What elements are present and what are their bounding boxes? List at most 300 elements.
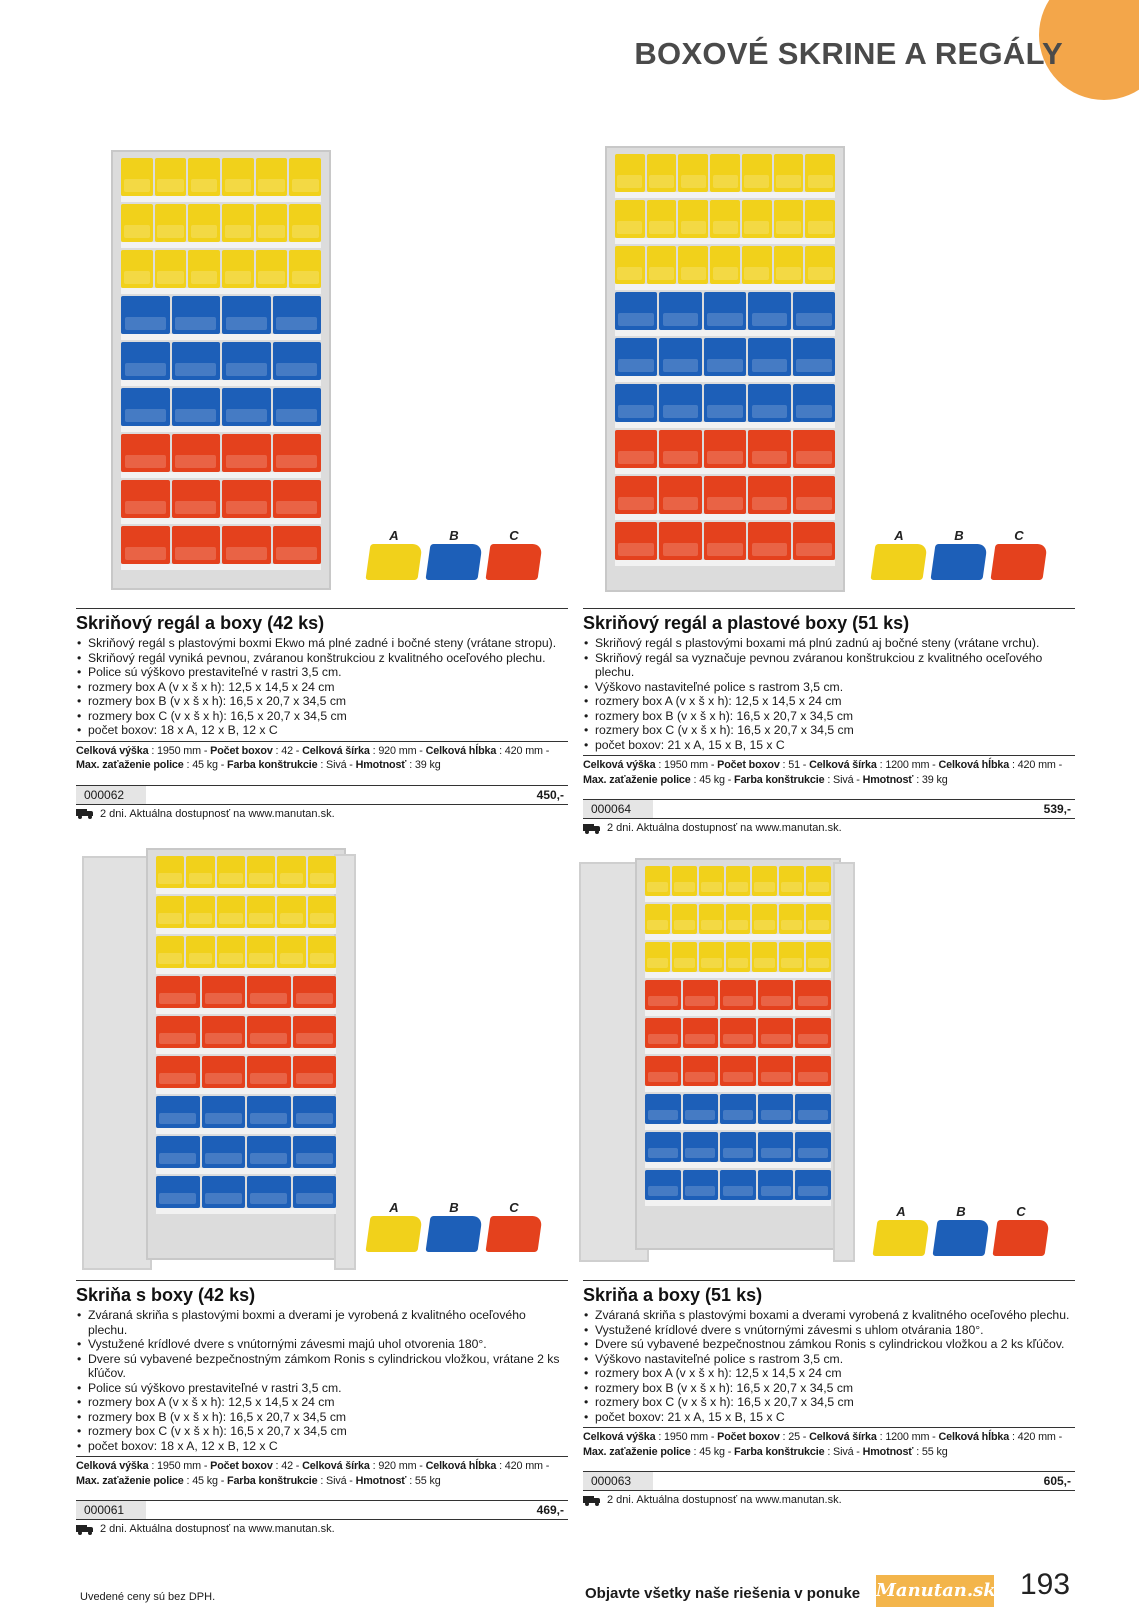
spec-label: Hmotnosť <box>862 1445 914 1458</box>
product-code[interactable]: 000063 <box>583 1472 653 1490</box>
storage-bin <box>293 1176 337 1208</box>
spec-label: Celková hĺbka <box>938 1431 1010 1443</box>
shelf-row <box>615 246 835 290</box>
storage-bin <box>121 480 170 518</box>
storage-bin <box>748 522 790 560</box>
storage-bin <box>795 1018 831 1048</box>
feature-item: • Dvere sú vybavené bezpečnostným zámkom Ronis s cylindrickou vložkou, vrátane 2 ks kľúčov. <box>76 1352 568 1381</box>
feature-item: • Vystužené krídlové dvere s vnútornými závesmi s uhlom otvárania 180°. <box>583 1323 1075 1338</box>
price-row <box>583 1471 1075 1491</box>
bin-type-a <box>368 528 420 580</box>
bin-type-b <box>428 1200 480 1252</box>
storage-bin <box>615 292 657 330</box>
storage-bin <box>277 856 305 888</box>
bin-letter: A <box>389 528 399 543</box>
storage-bin <box>217 856 245 888</box>
storage-bin <box>202 1136 246 1168</box>
shelf-row <box>615 430 835 474</box>
storage-bin <box>247 1096 291 1128</box>
shelf-row <box>156 1136 336 1174</box>
storage-bin <box>793 476 835 514</box>
storage-bin <box>645 1056 681 1086</box>
feature-list <box>76 636 568 738</box>
product-image <box>583 138 1075 608</box>
storage-bin <box>806 942 831 972</box>
storage-bin <box>752 904 777 934</box>
bin-letter: C <box>509 528 519 543</box>
storage-bin <box>222 250 254 288</box>
bin-letter: A <box>894 528 904 543</box>
feature-item: • rozmery box A (v x š x h): 12,5 x 14,5 x 24 cm <box>76 680 568 695</box>
shelf-row <box>645 1094 831 1130</box>
storage-bin <box>659 522 701 560</box>
storage-bin <box>720 980 756 1010</box>
storage-bin <box>121 296 170 334</box>
product-title: Skriňa s boxy (42 ks) <box>76 1285 256 1305</box>
storage-bin <box>615 430 657 468</box>
storage-bin <box>795 1056 831 1086</box>
feature-item: • rozmery box B (v x š x h): 16,5 x 20,7 x 34,5 cm <box>583 709 1075 724</box>
feature-item: • Skriňový regál sa vyznačuje pevnou zváranou konštrukciou z kvalitného oceľového plechu. <box>583 651 1075 680</box>
spec-line <box>76 741 568 773</box>
bin-type-c <box>993 528 1045 580</box>
storage-bin <box>202 1056 246 1088</box>
storage-bin <box>289 204 321 242</box>
product-image <box>76 138 568 608</box>
storage-bin <box>699 904 724 934</box>
storage-bin <box>155 158 187 196</box>
spec-label: Max. zaťaženie police <box>76 1474 184 1487</box>
storage-bin <box>704 430 746 468</box>
storage-bin <box>289 250 321 288</box>
shelf-row <box>121 388 321 432</box>
bin-icon <box>365 544 422 580</box>
bin-letter: B <box>956 1204 966 1219</box>
spec-value: : 920 mm - <box>369 1460 426 1472</box>
storage-bin <box>659 430 701 468</box>
bin-legend <box>368 528 540 580</box>
storage-bin <box>188 158 220 196</box>
storage-bin <box>222 480 271 518</box>
bin-letter: C <box>509 1200 519 1215</box>
storage-bin <box>645 1132 681 1162</box>
storage-bin <box>748 292 790 330</box>
spec-value: : Sivá - <box>317 759 356 771</box>
storage-bin <box>805 200 835 238</box>
storage-bin <box>726 904 751 934</box>
storage-bin <box>121 526 170 564</box>
spec-label: Celková šírka <box>809 759 877 771</box>
shelf-row <box>156 856 336 894</box>
product-code[interactable]: 000062 <box>76 786 146 804</box>
bin-icon <box>425 544 482 580</box>
storage-bin <box>308 896 336 928</box>
product-price: 469,- <box>536 1503 564 1517</box>
storage-bin <box>645 1018 681 1048</box>
storage-bin <box>795 1170 831 1200</box>
storage-bin <box>645 1094 681 1124</box>
storage-bin <box>704 338 746 376</box>
storage-bin <box>156 856 184 888</box>
feature-item: • Zváraná skriňa s plastovými boxami a dverami vyrobená z kvalitného oceľového plechu. <box>583 1308 1075 1323</box>
storage-bin <box>172 342 221 380</box>
spec-label: Max. zaťaženie police <box>76 759 184 771</box>
storage-bin <box>793 522 835 560</box>
delivery-info <box>76 808 568 820</box>
storage-bin <box>758 1056 794 1086</box>
storage-bin <box>720 1018 756 1048</box>
shelf-row <box>615 384 835 428</box>
feature-item: • počet boxov: 21 x A, 15 x B, 15 x C <box>583 1410 1075 1425</box>
storage-bin <box>273 526 322 564</box>
storage-bin <box>155 250 187 288</box>
price-row <box>76 785 568 805</box>
spec-label: Hmotnosť <box>862 773 914 786</box>
storage-bin <box>293 1056 337 1088</box>
storage-bin <box>645 904 670 934</box>
spec-value: : 420 mm - <box>1009 1431 1063 1443</box>
storage-bin <box>156 1096 200 1128</box>
storage-bin <box>247 976 291 1008</box>
storage-bin <box>726 942 751 972</box>
feature-item: • Skriňový regál vyniká pevnou, zváranou konštrukciou z kvalitného oceľového plechu. <box>76 651 568 666</box>
product-code[interactable]: 000061 <box>76 1501 146 1519</box>
spec-label: Celková hĺbka <box>425 744 497 757</box>
storage-bin <box>156 1056 200 1088</box>
shelf-row <box>156 896 336 934</box>
storage-bin <box>645 942 670 972</box>
spec-value: : 45 kg - <box>690 773 734 786</box>
bin-letter: A <box>389 1200 399 1215</box>
storage-bin <box>156 1176 200 1208</box>
spec-value: : 39 kg <box>913 773 948 786</box>
spec-value: : 45 kg - <box>183 1474 227 1487</box>
storage-bin <box>748 430 790 468</box>
shelf-row <box>156 1176 336 1214</box>
spec-value: : 45 kg - <box>690 1445 734 1458</box>
storage-bin <box>699 866 724 896</box>
feature-item: • rozmery box A (v x š x h): 12,5 x 14,5 x 24 cm <box>583 1366 1075 1381</box>
storage-bin <box>256 158 288 196</box>
page-title: BOXOVÉ SKRINE A REGÁLY <box>634 36 1063 71</box>
spec-value: : 1950 mm - <box>148 1460 211 1472</box>
shelf-row <box>156 936 336 974</box>
spec-label: Celková výška <box>583 759 656 771</box>
product-title: Skriňový regál a plastové boxy (51 ks) <box>583 613 910 633</box>
delivery-text: 2 dni. Aktuálna dostupnosť na www.manutan.sk. <box>607 1494 842 1506</box>
shelf-row <box>615 476 835 520</box>
feature-list <box>583 636 1075 752</box>
storage-bin <box>172 434 221 472</box>
storage-bin <box>683 1170 719 1200</box>
feature-item: • Police sú výškovo prestaviteľné v rastri 3,5 cm. <box>76 665 568 680</box>
storage-bin <box>273 342 322 380</box>
truck-icon <box>583 1495 601 1506</box>
storage-bin <box>720 1170 756 1200</box>
storage-bin <box>293 1136 337 1168</box>
storage-bin <box>758 980 794 1010</box>
storage-bin <box>683 1132 719 1162</box>
storage-bin <box>247 856 275 888</box>
storage-bin <box>645 1170 681 1200</box>
storage-bin <box>748 384 790 422</box>
spec-value: : 55 kg <box>913 1445 948 1458</box>
bin-letter: C <box>1016 1204 1026 1219</box>
storage-bin <box>202 976 246 1008</box>
feature-item: • rozmery box B (v x š x h): 16,5 x 20,7 x 34,5 cm <box>583 1381 1075 1396</box>
shelf-row <box>121 204 321 248</box>
delivery-info <box>583 1494 1075 1506</box>
spec-value: : 51 - <box>779 759 810 771</box>
feature-item: • rozmery box B (v x š x h): 16,5 x 20,7 x 34,5 cm <box>76 694 568 709</box>
spec-value: : 39 kg <box>406 759 441 771</box>
shelf-row <box>645 1056 831 1092</box>
cabinet-door-right <box>833 862 855 1262</box>
bin-type-a <box>368 1200 420 1252</box>
bin-type-a <box>873 528 925 580</box>
storage-bin <box>758 1132 794 1162</box>
storage-bin <box>699 942 724 972</box>
storage-bin <box>779 942 804 972</box>
storage-bin <box>779 904 804 934</box>
storage-bin <box>720 1094 756 1124</box>
page-number: 193 <box>1020 1568 1071 1601</box>
storage-bin <box>202 1096 246 1128</box>
storage-bin <box>273 388 322 426</box>
storage-bin <box>647 200 677 238</box>
storage-bin <box>247 1176 291 1208</box>
shelf-row <box>645 1170 831 1206</box>
storage-bin <box>683 1094 719 1124</box>
storage-bin <box>156 936 184 968</box>
spec-value: : 1200 mm - <box>876 759 939 771</box>
bin-icon <box>872 1220 929 1256</box>
storage-bin <box>156 896 184 928</box>
manutan-logo[interactable]: Manutan.sk <box>876 1575 994 1607</box>
storage-bin <box>793 338 835 376</box>
spec-label: Farba konštrukcie <box>227 1474 318 1487</box>
spec-value: : 920 mm - <box>369 744 426 757</box>
product-price: 605,- <box>1043 1474 1071 1488</box>
storage-bin <box>247 896 275 928</box>
bin-icon <box>930 544 987 580</box>
storage-bin <box>758 1094 794 1124</box>
feature-item: • Skriňový regál s plastovými boxmi Ekwo má plné zadné i bočné steny (vrátane stropu). <box>76 636 568 651</box>
storage-bin <box>742 246 772 284</box>
shelf-row <box>645 866 831 902</box>
bin-legend <box>875 1204 1047 1256</box>
feature-item: • Zváraná skriňa s plastovými boxmi a dverami je vyrobená z kvalitného oceľového plechu. <box>76 1308 568 1337</box>
storage-bin <box>172 296 221 334</box>
spec-label: Celková výška <box>583 1431 656 1443</box>
storage-bin <box>659 338 701 376</box>
storage-bin <box>678 246 708 284</box>
spec-label: Max. zaťaženie police <box>583 773 691 786</box>
truck-icon <box>76 808 94 819</box>
feature-item: • Skriňový regál s plastovými boxami má plnú zadnú aj bočné steny (vrátane vrchu). <box>583 636 1075 651</box>
spec-line <box>583 1427 1075 1459</box>
price-row <box>583 799 1075 819</box>
spec-line <box>76 1456 568 1488</box>
bin-icon <box>425 1216 482 1252</box>
storage-bin <box>293 1016 337 1048</box>
storage-bin <box>758 1170 794 1200</box>
bin-letter: B <box>449 1200 459 1215</box>
spec-value: : Sivá - <box>824 1445 863 1458</box>
storage-bin <box>710 246 740 284</box>
product-title: Skriňový regál a boxy (42 ks) <box>76 613 325 633</box>
feature-item: • rozmery box C (v x š x h): 16,5 x 20,7 x 34,5 cm <box>76 1424 568 1439</box>
storage-bin <box>615 384 657 422</box>
storage-bin <box>710 200 740 238</box>
storage-bin <box>186 856 214 888</box>
spec-value: : 1950 mm - <box>655 1431 718 1443</box>
storage-bin <box>774 200 804 238</box>
storage-bin <box>222 296 271 334</box>
storage-bin <box>273 434 322 472</box>
spec-label: Počet boxov <box>717 759 780 771</box>
storage-bin <box>172 480 221 518</box>
shelf-row <box>156 1016 336 1054</box>
feature-item: • Dvere sú vybavené bezpečnostnou zámkou Ronis s cylindrickou vložkou a 2 ks kľúčov. <box>583 1337 1075 1352</box>
spec-label: Celková hĺbka <box>425 1460 497 1472</box>
delivery-text: 2 dni. Aktuálna dostupnosť na www.manutan.sk. <box>100 1523 335 1535</box>
bin-icon <box>365 1216 422 1252</box>
storage-bin <box>615 476 657 514</box>
storage-bin <box>615 200 645 238</box>
spec-label: Celková šírka <box>809 1431 877 1443</box>
product-card-1 <box>76 138 568 820</box>
feature-item: • rozmery box C (v x š x h): 16,5 x 20,7 x 34,5 cm <box>583 723 1075 738</box>
truck-icon <box>583 823 601 834</box>
storage-bin <box>121 388 170 426</box>
feature-item: • rozmery box A (v x š x h): 12,5 x 14,5 x 24 cm <box>76 1395 568 1410</box>
spec-label: Farba konštrukcie <box>734 1445 825 1458</box>
feature-item: • Vystužené krídlové dvere s vnútornými závesmi majú uhol otvorenia 180°. <box>76 1337 568 1352</box>
storage-bin <box>277 896 305 928</box>
storage-bin <box>793 292 835 330</box>
price-row <box>76 1500 568 1520</box>
bin-letter: C <box>1014 528 1024 543</box>
shelf-row <box>615 200 835 244</box>
bin-letter: B <box>954 528 964 543</box>
storage-bin <box>156 1016 200 1048</box>
storage-bin <box>256 250 288 288</box>
storage-bin <box>710 154 740 192</box>
spec-label: Počet boxov <box>210 1460 273 1472</box>
product-card-2 <box>583 138 1075 834</box>
shelf-row <box>156 976 336 1014</box>
storage-bin <box>774 154 804 192</box>
storage-bin <box>172 526 221 564</box>
storage-bin <box>806 866 831 896</box>
spec-label: Celková výška <box>76 744 149 757</box>
product-price: 539,- <box>1043 802 1071 816</box>
shelf-row <box>645 942 831 978</box>
price-note: Uvedené ceny sú bez DPH. <box>80 1591 216 1603</box>
bin-type-b <box>428 528 480 580</box>
bin-letter: A <box>896 1204 906 1219</box>
storage-bin <box>121 250 153 288</box>
storage-bin <box>293 1096 337 1128</box>
truck-icon <box>76 1524 94 1535</box>
spec-label: Hmotnosť <box>355 1474 407 1487</box>
storage-bin <box>752 942 777 972</box>
storage-bin <box>645 980 681 1010</box>
storage-bin <box>156 976 200 1008</box>
shelf-row <box>121 250 321 294</box>
storage-bin <box>726 866 751 896</box>
storage-bin <box>752 866 777 896</box>
storage-bin <box>256 204 288 242</box>
shelf-row <box>645 1132 831 1168</box>
shelf-row <box>156 1096 336 1134</box>
spec-value: : 45 kg - <box>183 759 227 771</box>
shelf-row <box>121 296 321 340</box>
shelf-row <box>645 1018 831 1054</box>
storage-bin <box>121 158 153 196</box>
storage-bin <box>720 1132 756 1162</box>
storage-bin <box>273 296 322 334</box>
storage-bin <box>308 936 336 968</box>
storage-bin <box>720 1056 756 1086</box>
storage-bin <box>647 246 677 284</box>
storage-bin <box>202 1176 246 1208</box>
feature-item: • počet boxov: 21 x A, 15 x B, 15 x C <box>583 738 1075 753</box>
spec-value: : 420 mm - <box>496 1460 550 1472</box>
storage-bin <box>795 1094 831 1124</box>
shelf-row <box>645 980 831 1016</box>
feature-list <box>583 1308 1075 1424</box>
shelf-row <box>121 480 321 524</box>
bin-legend <box>368 1200 540 1252</box>
storage-bin <box>774 246 804 284</box>
storage-bin <box>247 936 275 968</box>
bin-legend <box>873 528 1045 580</box>
shelf-row <box>121 526 321 570</box>
shelf-row <box>121 434 321 478</box>
spec-value: : Sivá - <box>824 773 863 786</box>
cabinet-door-left <box>82 856 152 1270</box>
spec-value: : 25 - <box>779 1431 810 1443</box>
shelf-row <box>615 292 835 336</box>
storage-bin <box>793 430 835 468</box>
shelf-row <box>121 158 321 202</box>
storage-bin <box>615 522 657 560</box>
feature-item: • rozmery box C (v x š x h): 16,5 x 20,7 x 34,5 cm <box>76 709 568 724</box>
bin-icon <box>870 544 927 580</box>
storage-bin <box>748 476 790 514</box>
spec-label: Hmotnosť <box>355 759 407 771</box>
storage-bin <box>293 976 337 1008</box>
shelf-row <box>615 522 835 566</box>
storage-bin <box>247 1136 291 1168</box>
spec-value: : 420 mm - <box>1009 759 1063 771</box>
shelf-row <box>615 154 835 198</box>
storage-bin <box>742 200 772 238</box>
feature-item: • počet boxov: 18 x A, 12 x B, 12 x C <box>76 1439 568 1454</box>
storage-bin <box>121 342 170 380</box>
bin-letter: B <box>449 528 459 543</box>
storage-bin <box>222 204 254 242</box>
feature-item: • Výškovo nastaviteľné police s rastrom 3,5 cm. <box>583 680 1075 695</box>
storage-bin <box>647 154 677 192</box>
storage-bin <box>805 154 835 192</box>
product-image <box>583 848 1075 1280</box>
product-code[interactable]: 000064 <box>583 800 653 818</box>
feature-item: • rozmery box B (v x š x h): 16,5 x 20,7 x 34,5 cm <box>76 1410 568 1425</box>
storage-bin <box>683 1018 719 1048</box>
